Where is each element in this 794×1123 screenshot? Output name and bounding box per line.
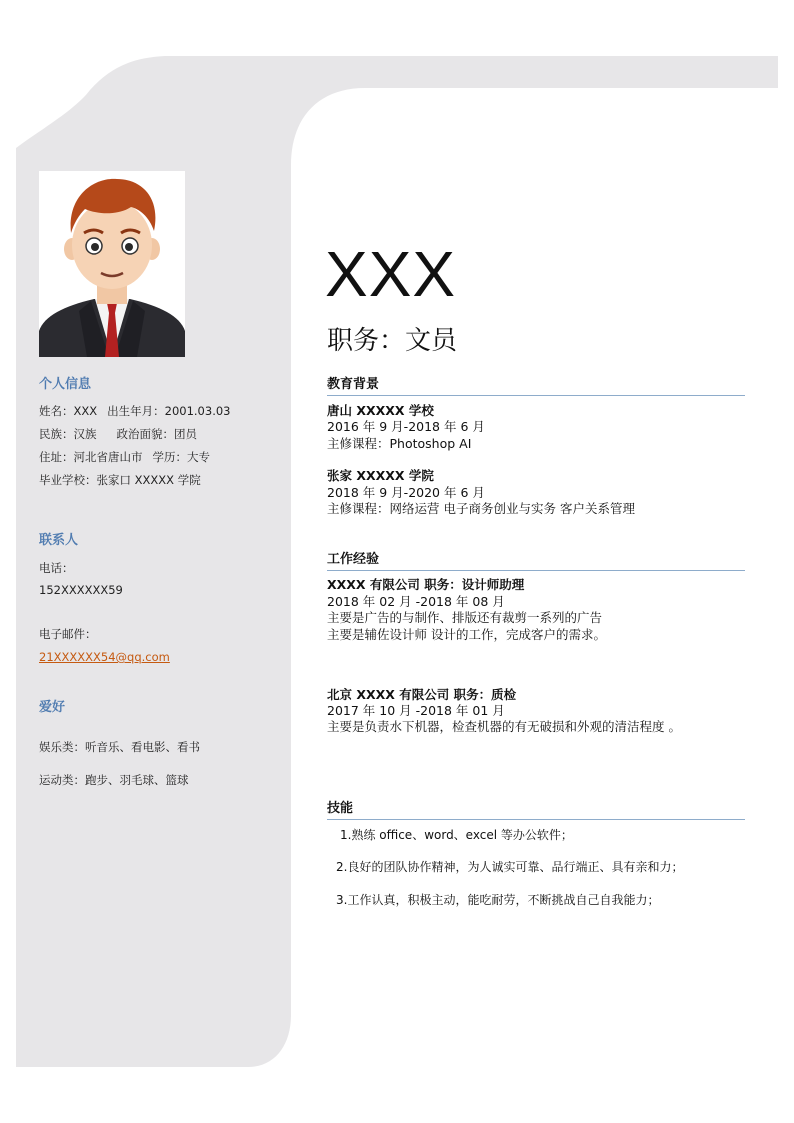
education-courses-2: 主修课程：网络运营 电子商务创业与实务 客户关系管理	[327, 501, 635, 516]
hobby-sports: 运动类：跑步、羽毛球、篮球	[39, 773, 189, 787]
work-period-2: 2017 年 10 月 -2018 年 01 月	[327, 703, 505, 718]
school-field: 毕业学校：张家口 XXXXX 学院	[39, 473, 201, 487]
work-period-1: 2018 年 02 月 -2018 年 08 月	[327, 594, 505, 609]
address-degree-line	[39, 449, 210, 465]
work-company-2: 北京 XXXX 有限公司 职务：质检	[327, 687, 517, 702]
work-heading: 工作经验	[327, 548, 745, 571]
work-company-1: XXXX 有限公司 职务：设计师助理	[327, 577, 525, 592]
phone-label: 电话：	[39, 561, 74, 575]
job-title: 职务：文员	[327, 326, 458, 356]
avatar	[39, 171, 185, 357]
name-birth-line	[39, 403, 230, 419]
ethnicity-field: 民族：汉族	[39, 427, 97, 441]
education-period-2: 2018 年 9 月-2020 年 6 月	[327, 485, 485, 500]
skill-item-1: 1.熟练 office、word、excel 等办公软件；	[340, 828, 573, 842]
hobby-heading: 爱好	[39, 700, 66, 715]
skills-heading: 技能	[327, 797, 745, 820]
address-field: 住址：河北省唐山市	[39, 450, 143, 464]
email-label: 电子邮件：	[39, 627, 97, 641]
name-field: 姓名：XXX	[39, 404, 98, 418]
work-duty-1b: 主要是辅佐设计师 设计的工作，完成客户的需求。	[327, 627, 606, 642]
work-duty-2a: 主要是负责水下机器，检查机器的有无破损和外观的清洁程度 。	[327, 719, 681, 734]
candidate-name: XXX	[325, 238, 457, 310]
degree-field: 学历：大专	[152, 450, 210, 464]
education-period-1: 2016 年 9 月-2018 年 6 月	[327, 419, 485, 434]
birth-field: 出生年月：2001.03.03	[107, 404, 231, 418]
education-school-1: 唐山 XXXXX 学校	[327, 403, 434, 418]
personal-info-heading: 个人信息	[39, 377, 92, 392]
phone-value: 152XXXXXX59	[39, 583, 123, 597]
skill-item-3: 3.工作认真，积极主动，能吃耐劳，不断挑战自己自我能力；	[336, 893, 660, 907]
education-heading: 教育背景	[327, 373, 745, 396]
contact-heading: 联系人	[39, 533, 79, 548]
email-link[interactable]: 21XXXXXX54@qq.com	[39, 650, 170, 664]
education-school-2: 张家 XXXXX 学院	[327, 468, 434, 483]
skill-item-2: 2.良好的团队协作精神，为人诚实可靠、品行端正、具有亲和力；	[336, 860, 684, 874]
political-field: 政治面貌：团员	[116, 427, 197, 441]
education-courses-1: 主修课程：Photoshop AI	[327, 436, 472, 451]
ethnicity-political-line	[39, 426, 197, 442]
work-duty-1a: 主要是广告的与制作、排版还有裁剪一系列的广告	[327, 610, 603, 625]
hobby-entertainment: 娱乐类：听音乐、看电影、看书	[39, 740, 200, 754]
